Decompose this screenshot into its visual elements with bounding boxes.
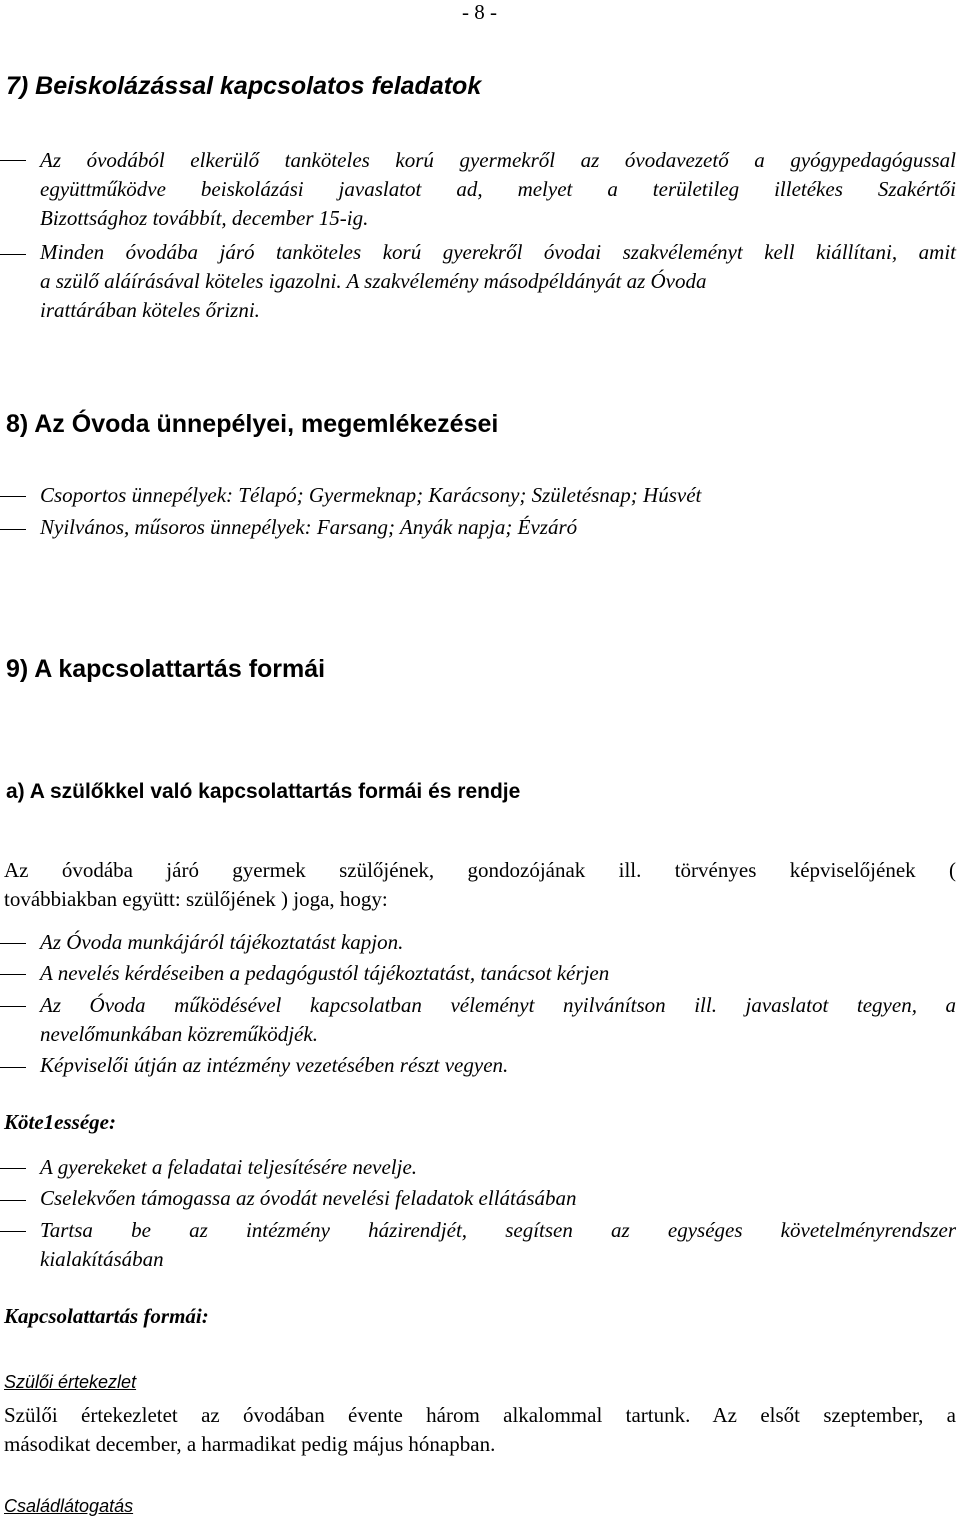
text-line: kialakításában (40, 1247, 164, 1271)
dash-bullet (0, 1200, 26, 1201)
duty-label: Köte1essége: (4, 1110, 116, 1134)
text-line: együttműködve beiskolázási javaslatot ad, melyet a területileg illetékes Szakértői (40, 177, 956, 201)
list-item-text: Cselekvően támogassa az óvodát nevelési feladatok ellátásában (40, 1186, 577, 1210)
dash-bullet (0, 1006, 26, 1007)
subsection-a-title: a) A szülőkkel való kapcsolattartás formái és rendje (6, 780, 521, 803)
text-line: Minden óvodába járó tanköteles korú gyerekről óvodai szakvéleményt kell kiállítani, amit (40, 240, 956, 264)
text-line: Az óvodába járó gyermek szülőjének, gondozójának ill. törvényes képviselőjének ( (4, 858, 956, 882)
dash-bullet (0, 529, 26, 530)
section-7-title: 7) Beiskolázással kapcsolatos feladatok (6, 72, 482, 100)
text-line: Az Óvoda működésével kapcsolatban véleményt nyilvánítson ill. javaslatot tegyen, a (40, 993, 956, 1017)
parent-meeting-paragraph (4, 1401, 956, 1459)
dash-bullet (0, 496, 26, 497)
list-item-text: A gyerekeket a feladatai teljesítésére nevelje. (40, 1155, 418, 1179)
dash-bullet (0, 254, 26, 255)
list-item-text (40, 146, 956, 233)
intro-paragraph (4, 856, 956, 914)
page-number: - 8 - (462, 0, 497, 24)
dash-bullet (0, 1231, 26, 1232)
text-line: másodikat december, a harmadikat pedig május hónapban. (4, 1432, 496, 1456)
list-item-text (40, 991, 956, 1049)
text-line: irattárában köteles őrizni. (40, 298, 260, 322)
text-line: a szülő aláírásával köteles igazolni. A szakvélemény másodpéldányát az Óvoda (40, 269, 707, 293)
dash-bullet (0, 1168, 26, 1169)
section-8-title: 8) Az Óvoda ünnepélyei, megemlékezései (6, 410, 499, 438)
dash-bullet (0, 1067, 26, 1068)
dash-bullet (0, 974, 26, 975)
list-item-text (40, 238, 956, 325)
list-item-text (40, 1216, 956, 1274)
dash-bullet (0, 943, 26, 944)
forms-label: Kapcsolattartás formái: (4, 1304, 209, 1328)
list-item-text: Képviselői útján az intézmény vezetésében részt vegyen. (40, 1053, 509, 1077)
family-visit-heading: Családlátogatás (4, 1496, 134, 1516)
list-item-text: Nyilvános, műsoros ünnepélyek: Farsang; Anyák napja; Évzáró (40, 515, 578, 539)
list-item-text: A nevelés kérdéseiben a pedagógustól tájékoztatást, tanácsot kérjen (40, 961, 610, 985)
text-line: nevelőmunkában közreműködjék. (40, 1022, 318, 1046)
dash-bullet (0, 160, 26, 161)
text-line: Az óvodából elkerülő tanköteles korú gyermekről az óvodavezető a gyógypedagógussal (40, 148, 956, 172)
parent-meeting-heading: Szülői értekezlet (4, 1372, 137, 1392)
text-line: Bizottsághoz továbbít, december 15-ig. (40, 206, 369, 230)
text-line: Tartsa be az intézmény házirendjét, segítsen az egységes követelményrendszer (40, 1218, 956, 1242)
list-item-text: Csoportos ünnepélyek: Télapó; Gyermeknap; Karácsony; Születésnap; Húsvét (40, 483, 702, 507)
text-line: továbbiakban együtt: szülőjének ) joga, hogy: (4, 887, 388, 911)
section-9-title: 9) A kapcsolattartás formái (6, 655, 326, 683)
list-item-text: Az Óvoda munkájáról tájékoztatást kapjon. (40, 930, 404, 954)
text-line: Szülői értekezletet az óvodában évente három alkalommal tartunk. Az elsőt szeptember, a (4, 1403, 956, 1427)
